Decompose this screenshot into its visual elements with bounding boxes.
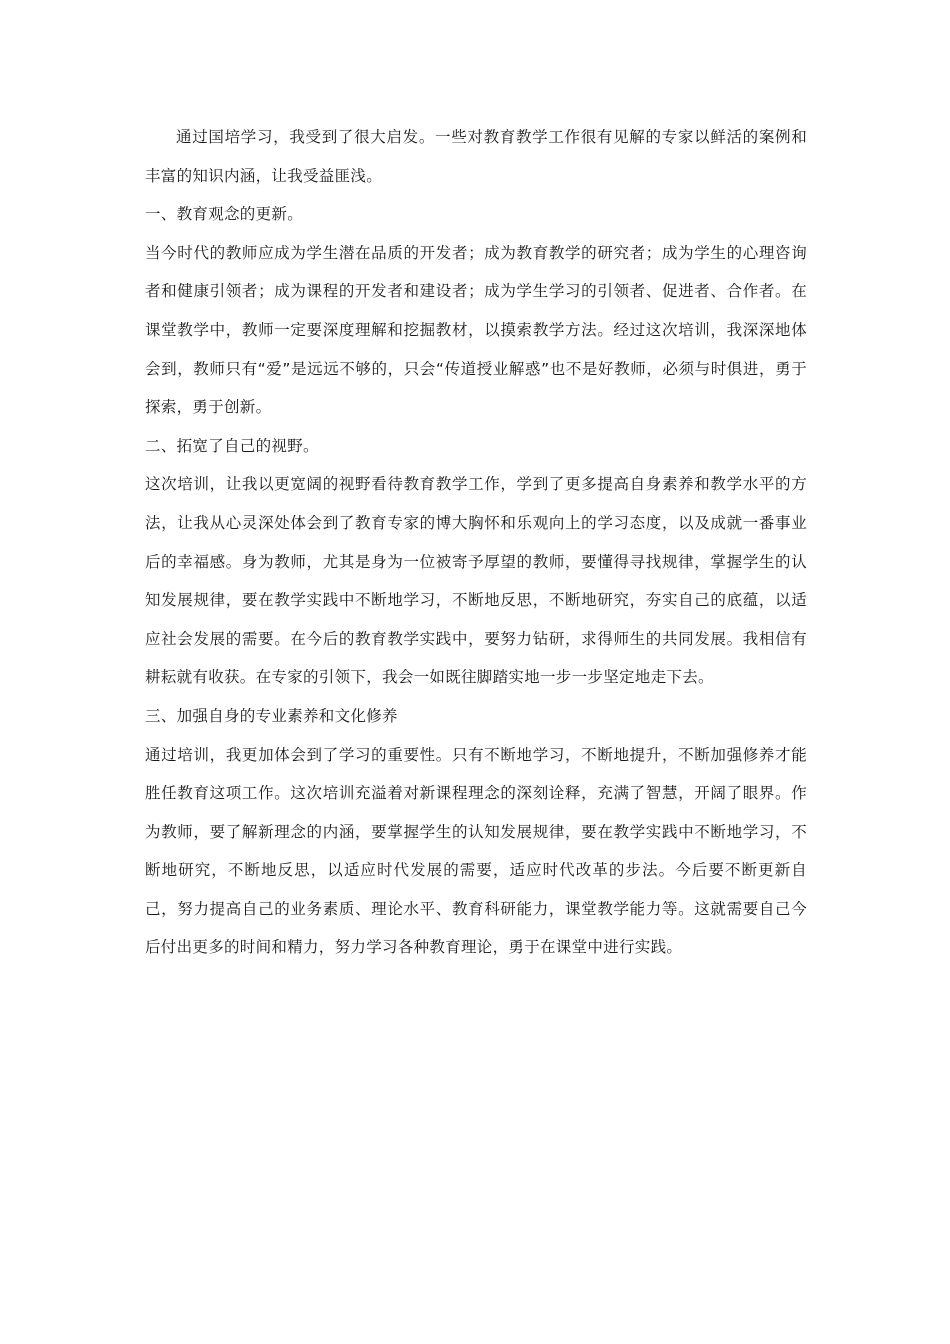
document-body: [145, 118, 807, 967]
section-2-heading: 二、拓宽了自己的视野。: [145, 436, 319, 455]
section-3-heading: 三、加强自身的专业素养和文化修养: [145, 706, 398, 725]
section-1-heading: 一、教育观念的更新。: [145, 205, 304, 224]
section-3-paragraph: 通过培训，我更加体会到了学习的重要性。只有不断地学习，不断地提升，不断加强修养才能胜任教育这项工作。这次培训充溢着对新课程理念的深刻诠释，充满了智慧，开阔了眼界。作为教师，要了解新理念的内涵，要掌握学生的认知发展规律，要在教学实践中不断地学习，不断地研究，不断地反思，以适应时代发展的需要，适应时代改革的步法。今后要不断更新自己，努力提高自己的业务素质、理论水平、教育科研能力，课堂教学能力等。这就需要自己今后付出更多的时间和精力，努力学习各种教育理论，勇于在课堂中进行实践。: [145, 745, 807, 957]
section-1-paragraph: 当今时代的教师应成为学生潜在品质的开发者；成为教育教学的研究者；成为学生的心理咨询者和健康引领者；成为课程的开发者和建设者；成为学生学习的引领者、促进者、合作者。在课堂教学中，教师一定要深度理解和挖掘教材，以摸索教学方法。经过这次培训，我深深地体会到，教师只有“爱”是远远不够的，只会“传道授业解惑”也不是好教师，必须与时俱进，勇于探索，勇于创新。: [145, 243, 807, 417]
section-2-paragraph: 这次培训，让我以更宽阔的视野看待教育教学工作，学到了更多提高自身素养和教学水平的方法，让我从心灵深处体会到了教育专家的博大胸怀和乐观向上的学习态度，以及成就一番事业后的幸福感。身为教师，尤其是身为一位被寄予厚望的教师，要懂得寻找规律，掌握学生的认知发展规律，要在教学实践中不断地学习，不断地反思，不断地研究，夯实自己的底蕴，以适应社会发展的需要。在今后的教育教学实践中，要努力钻研，求得师生的共同发展。我相信有耕耘就有收获。在专家的引领下，我会一如既往脚踏实地一步一步坚定地走下去。: [145, 475, 807, 687]
intro-paragraph: 通过国培学习，我受到了很大启发。一些对教育教学工作很有见解的专家以鲜活的案例和丰富的知识内涵，让我受益匪浅。: [145, 128, 807, 185]
